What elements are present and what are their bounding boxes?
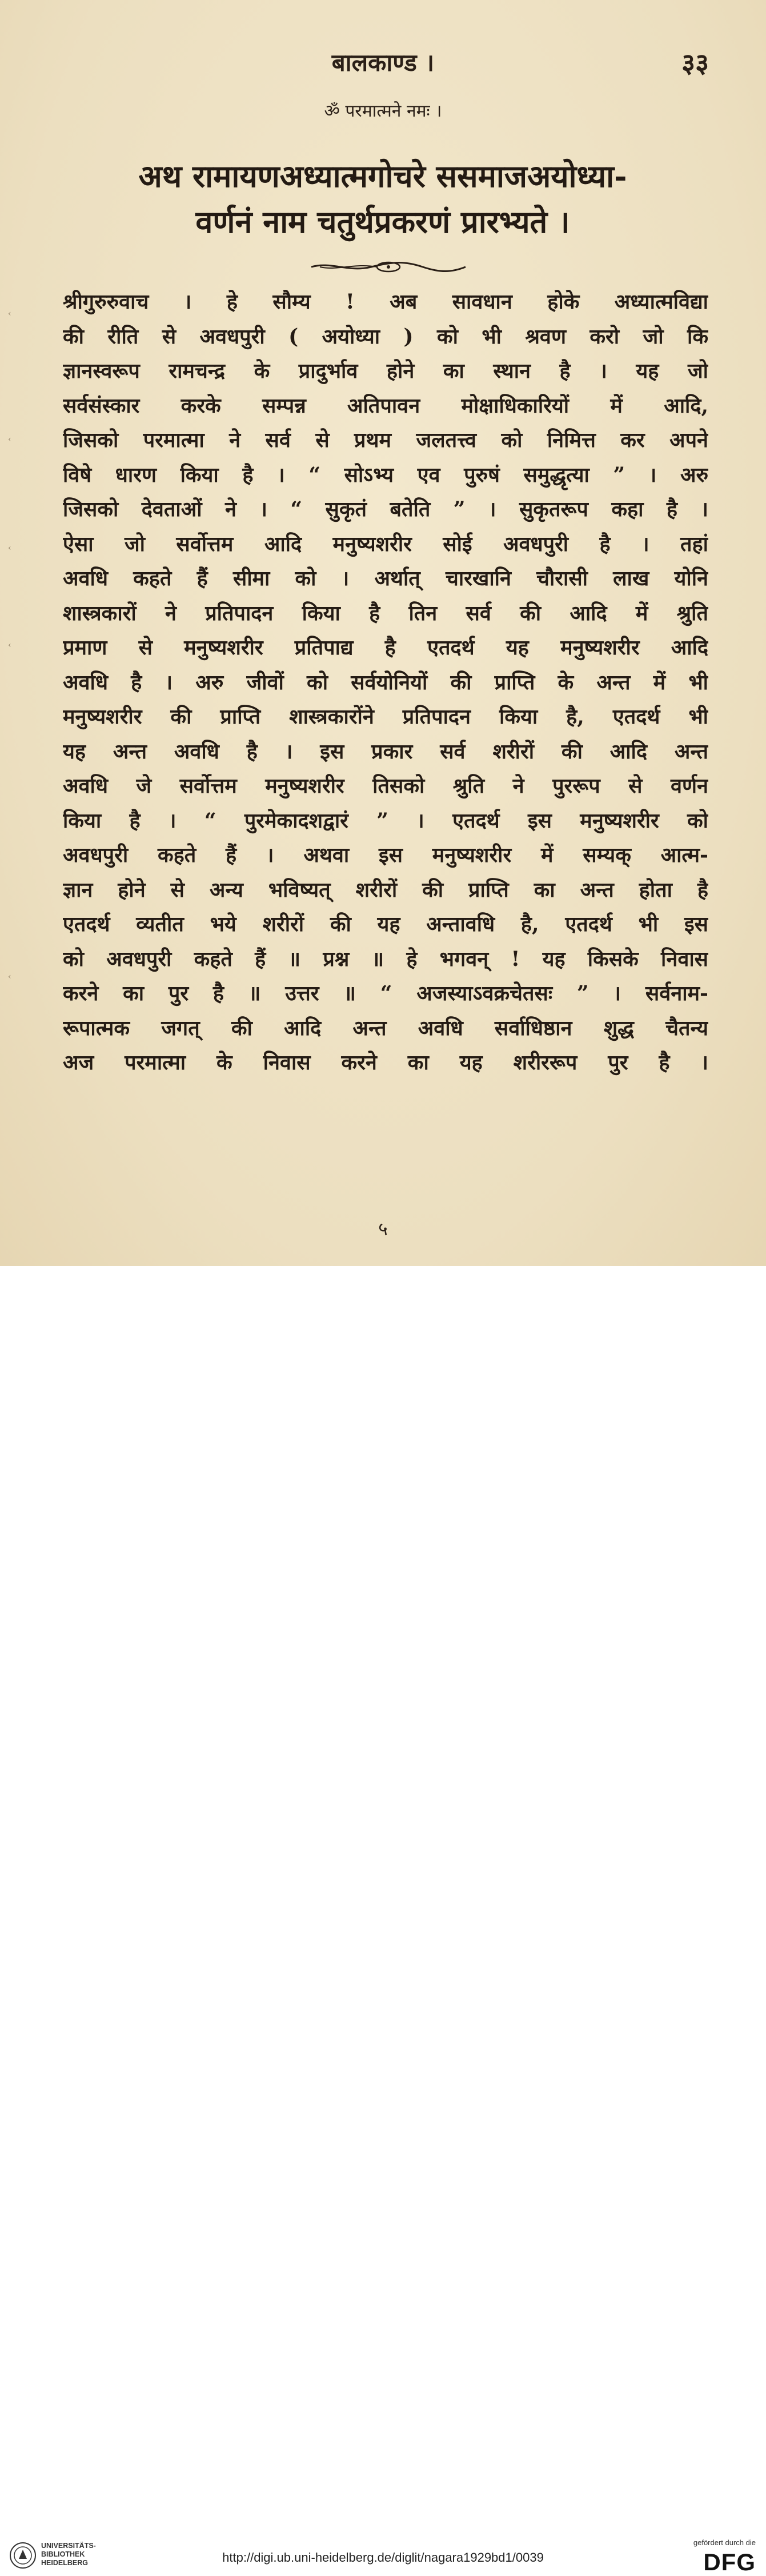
text-line: किया है । “ पुरमेकादशद्वारं ” । एतदर्थ इस मनुष्यशरीर को (63, 808, 708, 833)
invocation: ॐ परमात्मने नमः । (324, 101, 442, 121)
chapter-title (86, 153, 680, 245)
text-line: सर्वसंस्कार करके सम्पन्न अतिपावन मोक्षाधिकारियों में आदि, (63, 393, 708, 418)
footer-bar (0, 1266, 766, 2575)
page-edge-mark: ‹ (8, 972, 11, 981)
text-line: करने का पुर है ॥ उत्तर ॥ “ अजस्याऽवक्रचेतसः ” । सर्वनाम- (63, 981, 708, 1005)
scanned-page (0, 0, 766, 1266)
text-line: विषे धारण किया है । “ सोऽभ्य एव पुरुषं समुद्धृत्या ” । अरु (63, 462, 708, 487)
page-number: ३३ (681, 47, 709, 78)
chapter-title-line: वर्णनं नाम चतुर्थप्रकरणं प्रारभ्यते । (195, 203, 570, 240)
page-edge-mark: ‹ (8, 435, 11, 444)
text-line: अवधि कहते हैं सीमा को । अर्थात् चारखानि चौरासी लाख योनि (63, 566, 708, 590)
text-line: प्रमाण से मनुष्यशरीर प्रतिपाद्य है एतदर्थ यह मनुष्यशरीर आदि (63, 636, 708, 660)
text-line: ज्ञानस्वरूप रामचन्द्र के प्रादुर्भाव होने का स्थान है । यह जो (63, 359, 708, 383)
text-line: मनुष्यशरीर की प्राप्ति शास्त्रकारोंने प्रतिपादन किया है, एतदर्थ भी (63, 705, 708, 729)
text-line: जिसको परमात्मा ने सर्व से प्रथम जलतत्त्व को निमित्त कर अपने (63, 428, 708, 452)
text-line: अवधपुरी कहते हैं । अथवा इस मनुष्यशरीर में सम्यक् आत्म- (63, 843, 708, 867)
text-line: को अवधपुरी कहते हैं ॥ प्रश्न ॥ हे भगवन् ! यह किसके निवास (63, 946, 708, 971)
dfg-logo: DFG (703, 2549, 756, 2575)
text-line: रूपात्मक जगत् की आदि अन्त अवधि सर्वाधिष्ठान शुद्ध चैतन्य (63, 1016, 708, 1040)
page-edge-mark: ‹ (8, 544, 11, 553)
funded-by-label: gefördert durch die (693, 2538, 756, 2547)
body-paragraph (63, 285, 708, 1080)
signature-mark: ५ (378, 1218, 388, 1240)
chapter-title-line: अथ रामायणअध्यात्मगोचरे ससमाजअयोध्या- (138, 158, 627, 194)
text-line: अज परमात्मा के निवास करने का यह शरीररूप पुर है । (63, 1051, 708, 1075)
institution-line: HEIDELBERG (41, 2559, 88, 2567)
text-line: शास्त्रकारों ने प्रतिपादन किया है तिन सर्व की आदि में श्रुति (63, 601, 708, 625)
page-edge-mark: ‹ (8, 309, 11, 318)
page-edge-mark: ‹ (8, 641, 11, 650)
text-line: अवधि जे सर्वोत्तम मनुष्यशरीर तिसको श्रुति ने पुररूप से वर्णन (63, 774, 708, 798)
text-line: अवधि है । अरु जीवों को सर्वयोनियों की प्राप्ति के अन्त में भी (63, 670, 708, 694)
text-line: यह अन्त अवधि है । इस प्रकार सर्व शरीरों की आदि अन्त (63, 739, 708, 764)
institution-line: BIBLIOTHEK (41, 2550, 85, 2558)
text-line: जिसको देवताओं ने । “ सुकृतं बतेति ” । सुकृतरूप कहा है । (63, 497, 708, 521)
text-line: एतदर्थ व्यतीत भये शरीरों की यह अन्तावधि है, एतदर्थ भी इस (63, 912, 708, 936)
ornament-divider-icon (308, 258, 468, 275)
text-line: श्रीगुरुरुवाच । हे सौम्य ! अब सावधान होके अध्यात्मविद्या (63, 290, 708, 314)
text-line: ऐसा जो सर्वोत्तम आदि मनुष्यशरीर सोई अवधपुरी है । तहां (63, 532, 708, 556)
text-line: ज्ञान होने से अन्य भविष्यत् शरीरों की प्राप्ति का अन्त होता है (63, 877, 708, 902)
institution-line: UNIVERSITÄTS- (41, 2542, 96, 2550)
text-line: की रीति से अवधपुरी ( अयोध्या ) को भी श्रवण करो जो कि (63, 324, 708, 349)
source-url-link[interactable]: http://digi.ub.uni-heidelberg.de/diglit/nagara1929bd1/0039 (222, 2550, 544, 2565)
running-title: बालकाण्ड । (331, 49, 435, 77)
